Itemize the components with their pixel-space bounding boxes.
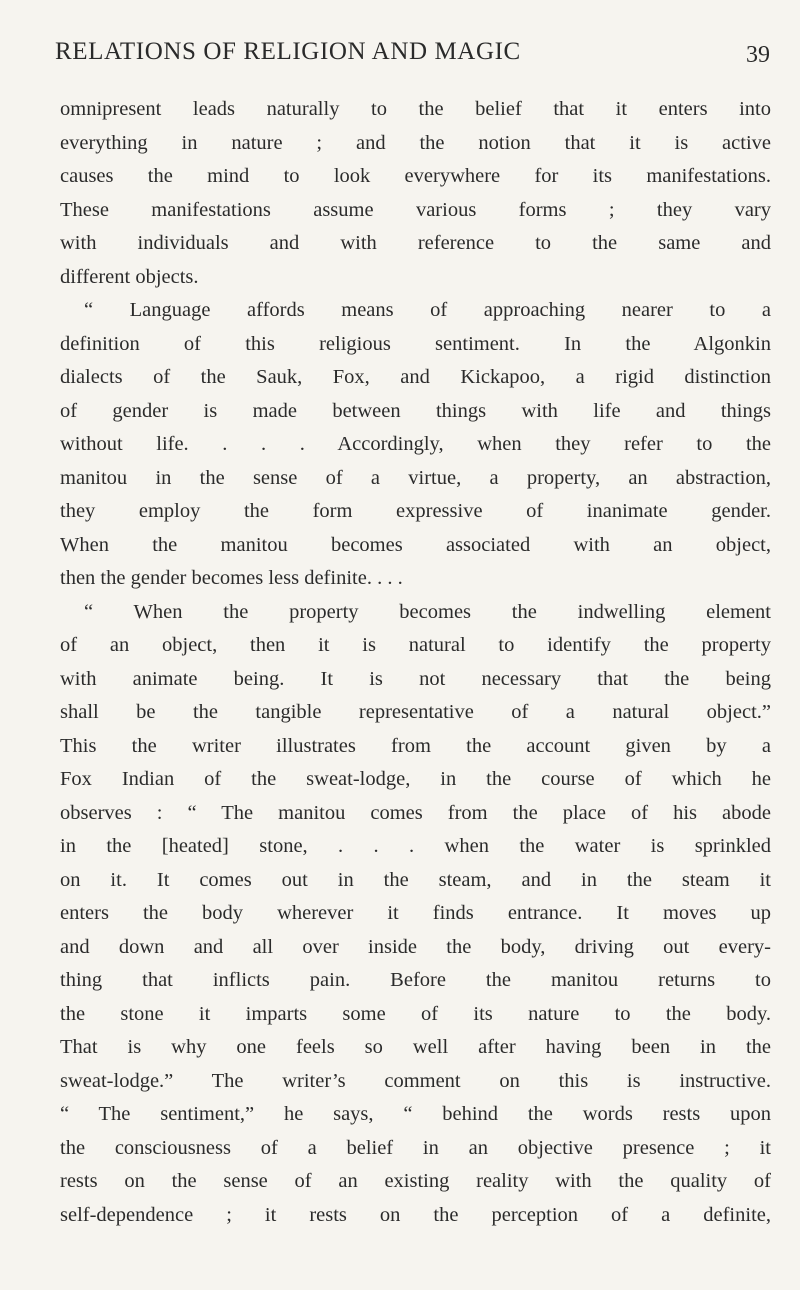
running-head [55,38,770,78]
text-line: on it. It comes out in the steam, and in the steam it [60,868,771,891]
text-line: then the gender becomes less definite. . . . [60,567,403,589]
text-line: definition of this religious sentiment. In the Algonkin [60,332,771,355]
text-line: of gender is made between things with life and things [60,399,771,422]
text-line: rests on the sense of an existing reality with the quality of [60,1170,771,1192]
text-line: with individuals and with reference to the same and [60,232,771,254]
text-line: in the [heated] stone, . . . when the water is sprinkled [60,835,771,857]
body-text [60,93,771,1232]
text-line: causes the mind to look everywhere for its manifestations. [60,165,771,187]
text-line: the stone it imparts some of its nature to the body. [60,1002,771,1025]
text-line: Fox Indian of the sweat-lodge, in the course of which he [60,768,771,790]
text-line: of an object, then it is natural to identify the property [60,634,771,656]
text-line: shall be the tangible representative of a natural object.” [60,701,771,723]
text-line: enters the body wherever it finds entrance. It moves up [60,902,771,924]
text-line: everything in nature ; and the notion that it is active [60,131,771,154]
text-line: dialects of the Sauk, Fox, and Kickapoo, a rigid distinction [60,366,771,388]
text-line: observes : “ The manitou comes from the place of his abode [60,801,771,824]
text-line: This the writer illustrates from the account given by a [60,734,771,757]
text-line: omnipresent leads naturally to the belief that it enters into [60,98,771,120]
text-line: “ Language affords means of approaching nearer to a [84,299,771,321]
text-line: That is why one feels so well after having been in the [60,1036,771,1058]
text-line: sweat-lodge.” The writer’s comment on this is instructive. [60,1069,771,1092]
text-line: manitou in the sense of a virtue, a property, an abstraction, [60,466,771,489]
text-line: without life. . . . Accordingly, when they refer to the [60,433,771,455]
text-line: the consciousness of a belief in an objective presence ; it [60,1136,771,1159]
running-title: RELATIONS OF RELIGION AND MAGIC [55,38,521,65]
text-line: and down and all over inside the body, driving out every- [60,935,771,958]
text-line: When the manitou becomes associated with an object, [60,533,771,556]
text-line: different objects. [60,265,199,288]
text-line: “ When the property becomes the indwelling element [84,600,771,623]
text-line: self-dependence ; it rests on the perception of a definite, [60,1203,771,1226]
text-line: “ The sentiment,” he says, “ behind the words rests upon [60,1103,771,1125]
text-line: they employ the form expressive of inanimate gender. [60,500,771,522]
text-line: thing that inflicts pain. Before the manitou returns to [60,969,771,991]
text-line: with animate being. It is not necessary that the being [60,667,771,690]
text-line: These manifestations assume various forms ; they vary [60,198,771,221]
page-number: 39 [746,42,770,68]
